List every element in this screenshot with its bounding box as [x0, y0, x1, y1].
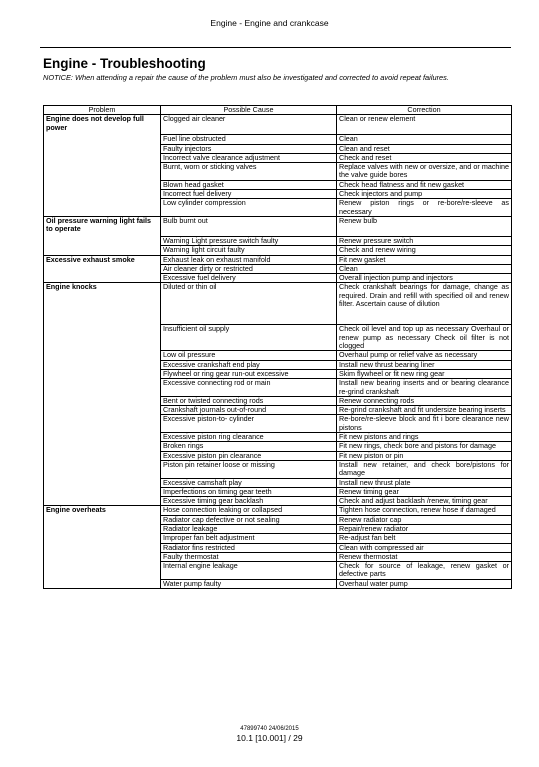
correction-cell: Check for source of leakage, renew gasket or defective parts: [337, 562, 512, 580]
correction-cell: Check injectors and pump: [337, 190, 512, 199]
cause-cell: Blown head gasket: [161, 180, 337, 189]
cause-cell: Insufficient oil supply: [161, 325, 337, 351]
table-row: [44, 255, 512, 264]
correction-cell: Check and renew wiring: [337, 246, 512, 255]
correction-cell: Install new thrust bearing liner: [337, 360, 512, 369]
cause-cell: Piston pin retainer loose or missing: [161, 460, 337, 478]
table-row: [44, 283, 512, 325]
cause-cell: Warning light circuit faulty: [161, 246, 337, 255]
cause-cell: Radiator cap defective or not sealing: [161, 515, 337, 524]
correction-cell: Repair/renew radiator: [337, 524, 512, 533]
cause-cell: Incorrect fuel delivery: [161, 190, 337, 199]
cause-cell: Excessive crankshaft end play: [161, 360, 337, 369]
table-header-row: [44, 106, 512, 115]
correction-cell: Install new retainer, and check bore/pistons for damage: [337, 460, 512, 478]
correction-cell: Clean with compressed air: [337, 543, 512, 552]
page-footer: [0, 725, 539, 744]
correction-cell: Overhaul pump or relief valve as necessary: [337, 351, 512, 360]
cause-cell: Excessive connecting rod or main: [161, 379, 337, 397]
running-head: Engine - Engine and crankcase: [210, 18, 329, 28]
correction-cell: Check oil level and top up as necessary Overhaul or renew pump as necessary Check oil filter is not clogged: [337, 325, 512, 351]
correction-cell: Fit new rings, check bore and pistons for damage: [337, 442, 512, 451]
cause-cell: Improper fan belt adjustment: [161, 534, 337, 543]
cause-cell: Excessive camshaft play: [161, 478, 337, 487]
problem-cell: Engine overheats: [44, 506, 161, 589]
correction-cell: Re-grind crankshaft and fit undersize bearing inserts: [337, 406, 512, 415]
cause-cell: Bulb burnt out: [161, 216, 337, 236]
cause-cell: Warning Light pressure switch faulty: [161, 236, 337, 245]
cause-cell: Clogged air cleaner: [161, 115, 337, 135]
cause-cell: Air cleaner dirty or restricted: [161, 264, 337, 273]
cause-cell: Exhaust leak on exhaust manifold: [161, 255, 337, 264]
correction-cell: Install new thrust plate: [337, 478, 512, 487]
cause-cell: Bent or twisted connecting rods: [161, 396, 337, 405]
correction-cell: Clean: [337, 135, 512, 144]
correction-cell: Fit new gasket: [337, 255, 512, 264]
correction-cell: Renew connecting rods: [337, 396, 512, 405]
correction-cell: Re-adjust fan belt: [337, 534, 512, 543]
correction-cell: Fit new pistons and rings: [337, 433, 512, 442]
correction-cell: Install new bearing inserts and or bearing clearance re-grind crankshaft: [337, 379, 512, 397]
cause-cell: Broken rings: [161, 442, 337, 451]
troubleshooting-table: [43, 105, 512, 589]
cause-cell: Faulty thermostat: [161, 552, 337, 561]
footer-page-number: 10.1 [10.001] / 29: [236, 733, 303, 743]
header-rule: [40, 47, 511, 48]
correction-cell: Check and reset: [337, 153, 512, 162]
cause-cell: Low cylinder compression: [161, 199, 337, 217]
correction-cell: Renew radiator cap: [337, 515, 512, 524]
cause-cell: Excessive piston-to- cylinder: [161, 415, 337, 433]
header-problem: Problem: [44, 106, 161, 115]
problem-cell: Excessive exhaust smoke: [44, 255, 161, 283]
problem-cell: Engine knocks: [44, 283, 161, 506]
correction-cell: Overall injection pump and injectors: [337, 274, 512, 283]
correction-cell: Check head flatness and fit new gasket: [337, 180, 512, 189]
table-row: [44, 506, 512, 515]
cause-cell: Hose connection leaking or collapsed: [161, 506, 337, 515]
correction-cell: Renew piston rings or re-bore/re-sleeve as necessary: [337, 199, 512, 217]
table-row: [44, 115, 512, 135]
cause-cell: Water pump faulty: [161, 579, 337, 588]
correction-cell: Renew bulb: [337, 216, 512, 236]
cause-cell: Incorrect valve clearance adjustment: [161, 153, 337, 162]
correction-cell: Overhaul water pump: [337, 579, 512, 588]
correction-cell: Re-bore/re-sleeve block and fit i bore clearance new pistons: [337, 415, 512, 433]
page-title: Engine - Troubleshooting: [43, 56, 206, 71]
header-correction: Correction: [337, 106, 512, 115]
cause-cell: Excessive fuel delivery: [161, 274, 337, 283]
cause-cell: Fuel line obstructed: [161, 135, 337, 144]
cause-cell: Burnt, worn or sticking valves: [161, 163, 337, 181]
cause-cell: Excessive piston pin clearance: [161, 451, 337, 460]
cause-cell: Radiator fins restricted: [161, 543, 337, 552]
problem-cell: Oil pressure warning light fails to operate: [44, 216, 161, 255]
table-row: [44, 216, 512, 236]
header-possible-cause: Possible Cause: [161, 106, 337, 115]
cause-cell: Excessive timing gear backlash: [161, 497, 337, 506]
cause-cell: Faulty injectors: [161, 144, 337, 153]
cause-cell: Excessive piston ring clearance: [161, 433, 337, 442]
correction-cell: Clean and reset: [337, 144, 512, 153]
problem-cell: Engine does not develop full power: [44, 115, 161, 217]
correction-cell: Check and adjust backlash /renew, timing gear: [337, 497, 512, 506]
cause-cell: Diluted or thin oil: [161, 283, 337, 325]
notice-text: NOTICE: When attending a repair the cause of the problem must also be investigated and corrected to avoid repeat failures.: [43, 73, 449, 82]
correction-cell: Tighten hose connection, renew hose if damaged: [337, 506, 512, 515]
correction-cell: Replace valves with new or oversize, and or machine the valve guide bores: [337, 163, 512, 181]
cause-cell: Crankshaft journals out-of-round: [161, 406, 337, 415]
cause-cell: Low oil pressure: [161, 351, 337, 360]
cause-cell: Internal engine leakage: [161, 562, 337, 580]
correction-cell: Clean or renew element: [337, 115, 512, 135]
correction-cell: Skim flywheel or fit new ring gear: [337, 369, 512, 378]
footer-doc-id: 47899740 24/06/2015: [240, 726, 299, 732]
correction-cell: Check crankshaft bearings for damage, change as required. Drain and refill with specified oil and renew filter. Ascertain cause of dilution: [337, 283, 512, 325]
correction-cell: Fit new piston or pin: [337, 451, 512, 460]
cause-cell: Imperfections on timing gear teeth: [161, 487, 337, 496]
correction-cell: Renew pressure switch: [337, 236, 512, 245]
correction-cell: Renew thermostat: [337, 552, 512, 561]
correction-cell: Renew timing gear: [337, 487, 512, 496]
correction-cell: Clean: [337, 264, 512, 273]
cause-cell: Radiator leakage: [161, 524, 337, 533]
cause-cell: Flywheel or ring gear run-out excessive: [161, 369, 337, 378]
